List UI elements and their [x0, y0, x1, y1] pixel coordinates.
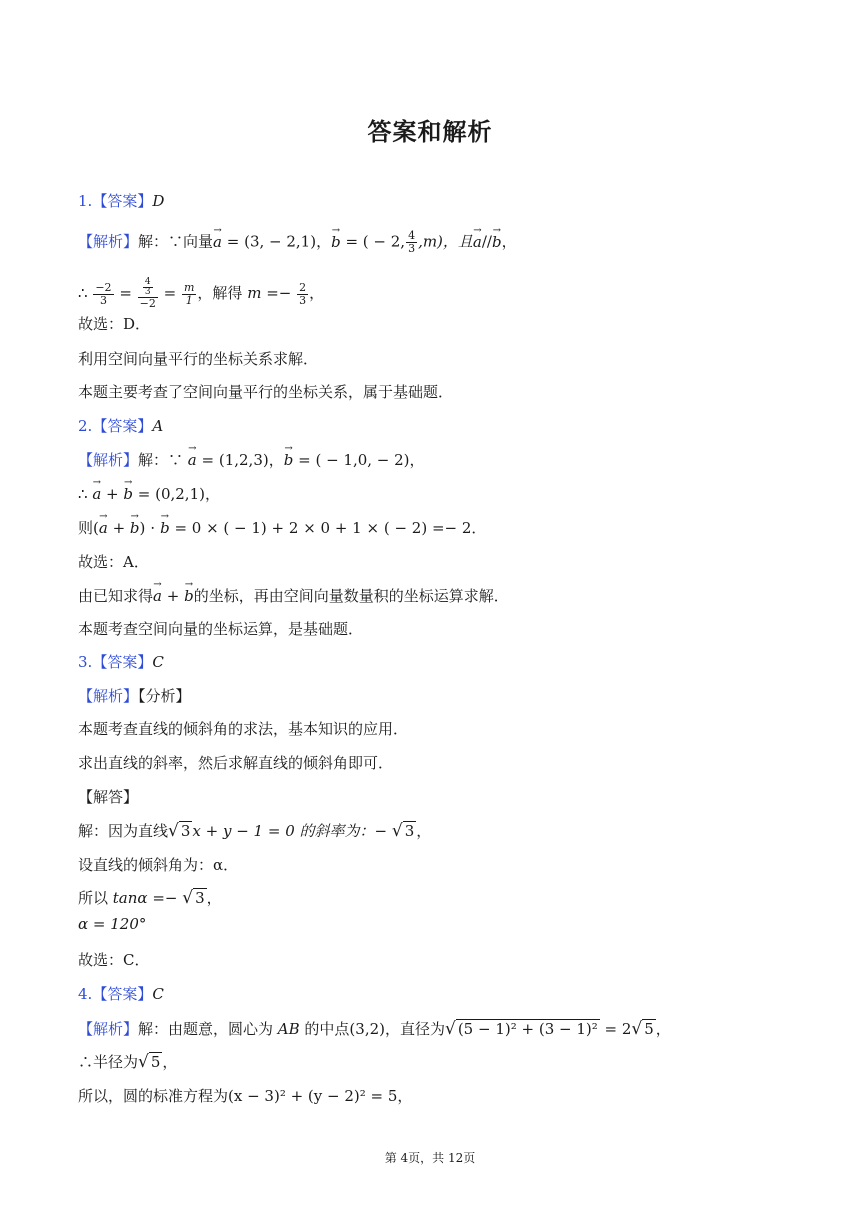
q4-answer: C — [152, 985, 164, 1003]
text: 的中点(3,2)，直径为 — [299, 1020, 445, 1038]
q1-answer-tag: 【答案】 — [92, 192, 153, 210]
text: = 2 — [599, 1020, 632, 1038]
q2-analysis-line1 — [78, 450, 425, 470]
text: ， — [416, 822, 432, 840]
vector-b: → b — [160, 518, 170, 538]
q3-solution-line3 — [78, 888, 222, 908]
vector-b: → b — [492, 232, 502, 252]
vector-a: → a — [473, 232, 482, 252]
radicand: 3 — [180, 822, 191, 840]
q1-analysis-line2 — [78, 278, 324, 310]
q3-answer: C — [152, 653, 164, 671]
q1-comment: 本题主要考查了空间向量平行的坐标关系，属于基础题． — [78, 383, 454, 401]
radicand: 5 — [644, 1020, 654, 1038]
text: ， — [206, 889, 222, 907]
text: ∴ — [78, 485, 93, 503]
text: // — [481, 232, 492, 251]
text: =− — [261, 284, 297, 302]
q4-number: 4. — [78, 985, 93, 1003]
text: = — [114, 284, 137, 302]
vector-b: → b — [284, 450, 294, 470]
vector-a: → a — [153, 586, 162, 606]
text: 的坐标，再由空间向量数量积的坐标运算求解． — [193, 587, 509, 605]
text: + — [161, 587, 185, 605]
fraction — [182, 282, 196, 307]
numerator: 4 — [408, 229, 416, 242]
radicand: 5 — [150, 1053, 161, 1071]
vector-b: → b — [130, 518, 140, 538]
q1-analysis-tag: 【解析】 — [78, 232, 139, 251]
radicand: 3 — [404, 822, 415, 840]
text: 所以，圆的标准方程为(x − 3)² + (y − 2)² = 5， — [78, 1087, 413, 1105]
q3-solution-line2: 设直线的倾斜角为：α． — [78, 856, 239, 874]
q4-answer-line — [78, 984, 164, 1004]
numerator: m — [183, 280, 195, 294]
text: 解：∵向量 — [138, 232, 214, 251]
vector-a: → a — [213, 232, 222, 252]
q3-analysis-tag: 【解析】 — [78, 687, 139, 705]
text: x + y − 1 = 0 的斜率为：− — [192, 822, 392, 840]
q2-analysis-line2 — [78, 484, 220, 504]
q3-solution-line1 — [78, 821, 431, 841]
text: m — [247, 284, 262, 302]
denominator: 3 — [99, 293, 107, 307]
q2-number: 2. — [78, 417, 93, 435]
radicand: (5 − 1)² + (3 − 1)² — [457, 1020, 598, 1038]
vector-b: → b — [123, 484, 133, 504]
text: 则( — [78, 519, 99, 537]
text: = (1,2,3)， — [196, 451, 284, 469]
q4-analysis-line2 — [78, 1052, 177, 1072]
text: ， — [309, 284, 325, 302]
text: 解：由题意，圆心为 — [138, 1020, 278, 1038]
q1-answer-line — [78, 191, 164, 211]
text: = 0 × ( − 1) + 2 × 0 + 1 × ( − 2) =− 2． — [169, 519, 487, 537]
text: ， — [162, 1053, 178, 1071]
text: = (3, − 2,1)， — [221, 232, 332, 251]
q3-solution-line4: α = 120° — [78, 915, 147, 933]
q3-solution-tag: 【解答】 — [78, 788, 139, 806]
q2-answer-tag: 【答案】 — [92, 417, 153, 435]
q4-analysis-tag: 【解析】 — [78, 1020, 139, 1038]
text: = — [158, 284, 181, 302]
q2-analysis-line3 — [78, 518, 486, 538]
q2-method — [78, 586, 509, 606]
text: 所以 — [78, 889, 113, 907]
q3-answer-tag: 【答案】 — [92, 653, 153, 671]
q1-analysis-line1 — [78, 230, 517, 255]
q4-answer-tag: 【答案】 — [92, 985, 153, 1003]
text: ，解得 — [197, 284, 248, 302]
text: = ( − 2, — [340, 232, 406, 251]
denominator: 3 — [408, 242, 416, 255]
q1-choice: 故选：D． — [78, 315, 151, 333]
q4-analysis-line1 — [78, 1019, 671, 1039]
radicand: 3 — [195, 889, 205, 907]
vector-b: → b — [184, 586, 194, 606]
vector-a: → a — [99, 518, 108, 538]
q4-analysis-line3 — [78, 1086, 412, 1106]
vector-a: → a — [92, 484, 101, 504]
text: = ( − 1,0, − 2)， — [293, 451, 425, 469]
q1-number: 1. — [78, 192, 93, 210]
fraction — [297, 282, 308, 307]
vector-b: → b — [331, 232, 341, 252]
text: 解：因为直线 — [78, 822, 169, 840]
page-title: 答案和解析 — [367, 118, 493, 146]
text: ， — [655, 1020, 671, 1038]
text: + — [101, 485, 124, 503]
text: AB — [277, 1020, 300, 1038]
q3-choice: 故选：C． — [78, 951, 150, 969]
fraction — [138, 278, 158, 310]
numerator: 2 — [299, 280, 307, 294]
text: ， — [501, 232, 517, 251]
q2-answer-line — [78, 416, 163, 436]
numerator: −2 — [95, 280, 112, 294]
fraction — [143, 278, 153, 297]
vector-a: → a — [188, 450, 197, 470]
q2-answer: A — [152, 417, 164, 435]
text: ) ⋅ — [139, 519, 161, 537]
q3-analysis-line — [78, 686, 191, 706]
q3-analysis-subtag: 【分析】 — [138, 687, 191, 705]
sqrt: √ 3 — [168, 821, 191, 841]
q3-answer-line — [78, 652, 164, 672]
text: ∴半径为 — [78, 1053, 139, 1071]
q3-method: 求出直线的斜率，然后求解直线的倾斜角即可． — [78, 754, 394, 772]
q2-analysis-tag: 【解析】 — [78, 451, 139, 469]
q3-intro: 本题考查直线的倾斜角的求法，基本知识的应用． — [78, 720, 409, 738]
sqrt: √ 3 — [391, 821, 415, 841]
fraction — [406, 230, 417, 255]
q2-choice: 故选：A． — [78, 553, 149, 571]
denominator: 3 — [299, 293, 307, 307]
page-footer: 第 4页，共 12页 — [384, 1151, 476, 1165]
text: + — [107, 519, 130, 537]
fraction — [93, 282, 113, 307]
q3-number: 3. — [78, 653, 93, 671]
q2-comment: 本题考查空间向量的坐标运算，是基础题． — [78, 620, 364, 638]
sqrt: √ 5 — [631, 1019, 654, 1039]
sqrt: √ 3 — [182, 888, 205, 908]
text: =− — [147, 889, 183, 907]
denominator: 1 — [185, 293, 193, 307]
text: = (0,2,1)， — [132, 485, 220, 503]
sqrt: √ (5 − 1)² + (3 − 1)² — [444, 1019, 598, 1039]
q1-method: 利用空间向量平行的坐标关系求解． — [78, 350, 319, 368]
q1-answer: D — [152, 192, 165, 210]
numerator: 4 — [144, 277, 151, 287]
denominator: −2 — [139, 297, 156, 310]
text: 由已知求得 — [78, 587, 154, 605]
denominator: 3 — [144, 287, 151, 297]
text: tanα — [112, 889, 148, 907]
numerator — [138, 278, 158, 298]
sqrt: √ 5 — [138, 1052, 161, 1072]
text: 解：∵ — [138, 451, 188, 469]
text: ∴ — [78, 284, 88, 302]
text: ,m)，且 — [418, 232, 473, 251]
